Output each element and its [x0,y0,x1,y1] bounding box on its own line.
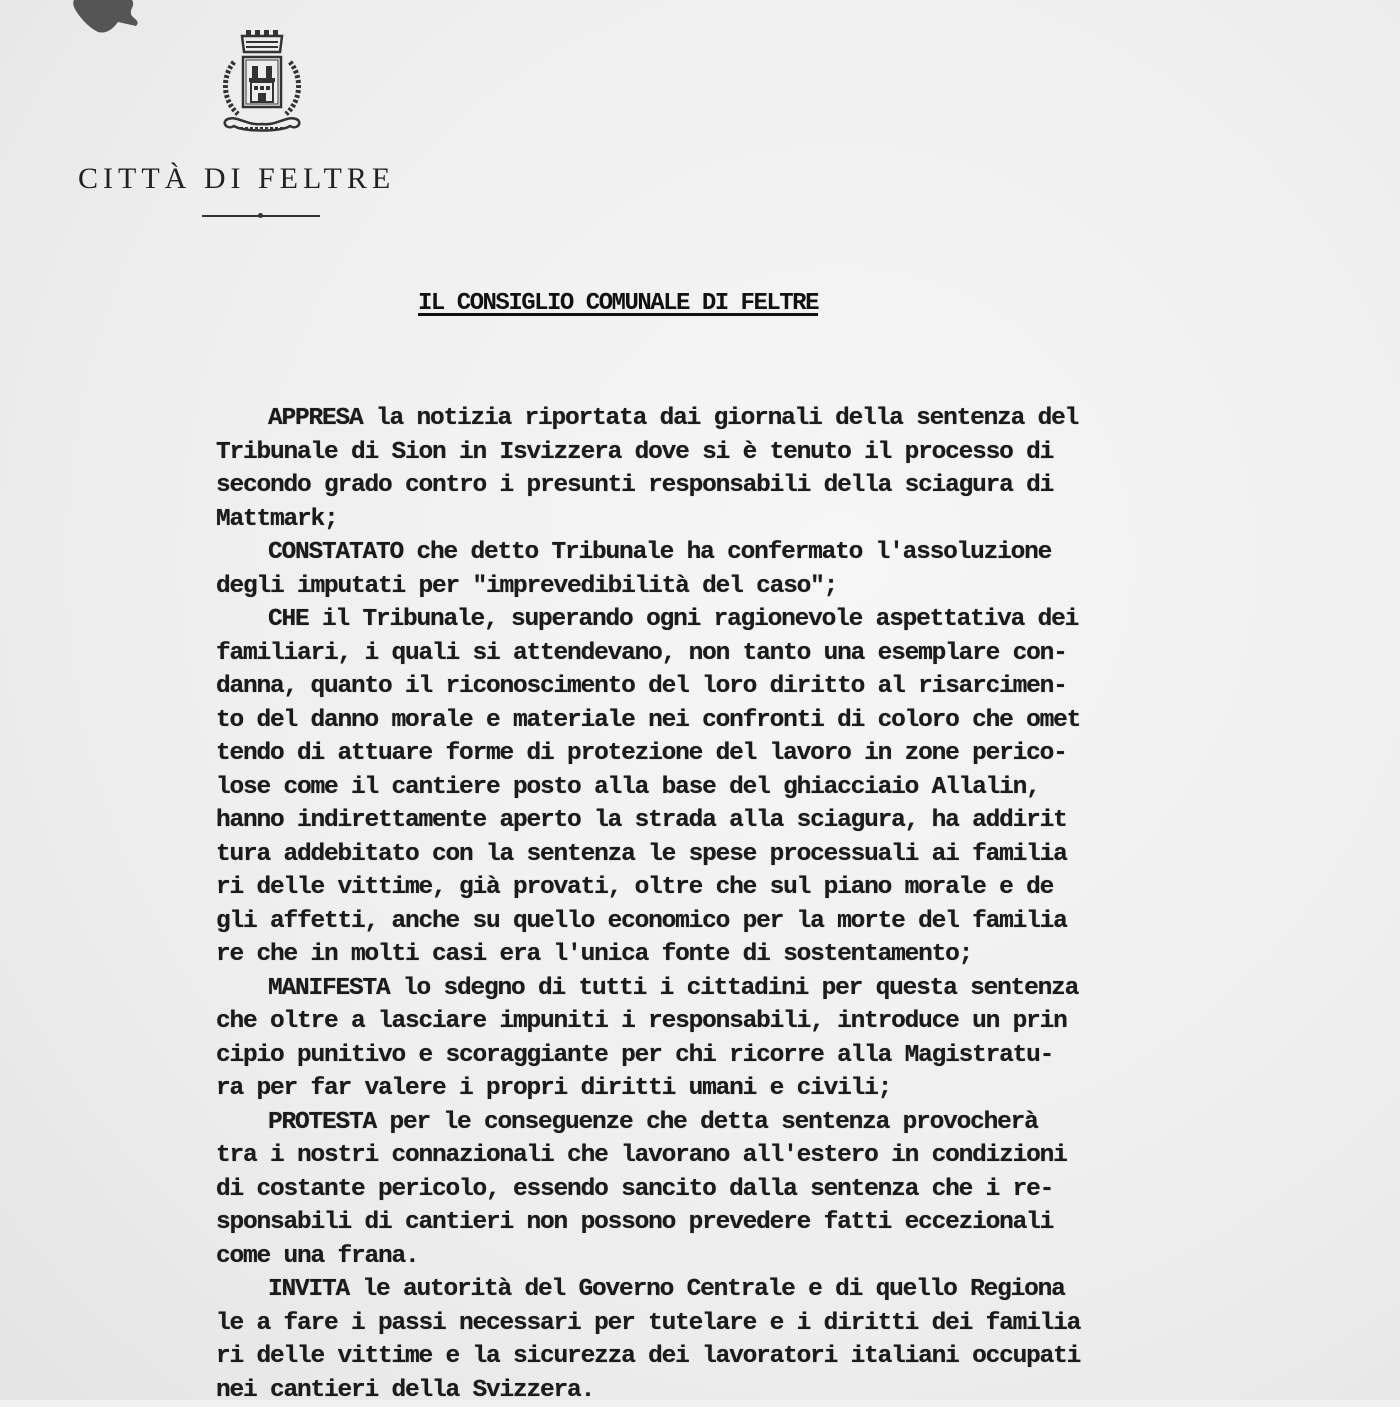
text-line: CONSTATATO che detto Tribunale ha confermato l'assoluzione [216,536,1326,570]
text-line: danna, quanto il riconoscimento del loro diritto al risarcimen- [216,670,1326,704]
text-line: tra i nostri connazionali che lavorano all'estero in condizioni [216,1139,1326,1173]
text-line: nei cantieri della Svizzera. [216,1374,1326,1407]
text-line: di costante pericolo, essendo sancito dalla sentenza che i re- [216,1173,1326,1207]
document-body [216,402,1326,1407]
text-line: INVITA le autorità del Governo Centrale e di quello Regiona [216,1273,1326,1307]
text-line: cipio punitivo e scoraggiante per chi ricorre alla Magistratu- [216,1039,1326,1073]
text-line: lose come il cantiere posto alla base del ghiacciaio Allalin, [216,771,1326,805]
text-line: familiari, i quali si attendevano, non tanto una esemplare con- [216,637,1326,671]
text-line: APPRESA la notizia riportata dai giornali della sentenza del [216,402,1326,436]
ink-stain [70,0,160,36]
document-title: IL CONSIGLIO COMUNALE DI FELTRE [418,290,818,317]
text-line: degli imputati per "imprevedibilità del caso"; [216,570,1326,604]
text-line: secondo grado contro i presunti responsabili della sciagura di [216,469,1326,503]
text-line: come una frana. [216,1240,1326,1274]
text-line: Mattmark; [216,503,1326,537]
text-line: re che in molti casi era l'unica fonte di sostentamento; [216,938,1326,972]
text-line: tendo di attuare forme di protezione del lavoro in zone perico- [216,737,1326,771]
coat-of-arms-icon [216,28,308,140]
text-line: to del danno morale e materiale nei confronti di coloro che omet [216,704,1326,738]
text-line: gli affetti, anche su quello economico per la morte del familia [216,905,1326,939]
text-line: che oltre a lasciare impuniti i responsabili, introduce un prin [216,1005,1326,1039]
text-line: PROTESTA per le conseguenze che detta sentenza provocherà [216,1106,1326,1140]
text-line: ri delle vittime, già provati, oltre che sul piano morale e de [216,871,1326,905]
text-line: MANIFESTA lo sdegno di tutti i cittadini per questa sentenza [216,972,1326,1006]
text-line: CHE il Tribunale, superando ogni ragionevole aspettativa dei [216,603,1326,637]
text-line: sponsabili di cantieri non possono prevedere fatti eccezionali [216,1206,1326,1240]
text-line: Tribunale di Sion in Isvizzera dove si è tenuto il processo di [216,436,1326,470]
text-line: ri delle vittime e la sicurezza dei lavoratori italiani occupati [216,1340,1326,1374]
text-line: hanno indirettamente aperto la strada alla sciagura, ha addirit [216,804,1326,838]
text-line: tura addebitato con la sentenza le spese processuali ai familia [216,838,1326,872]
letterhead-divider [202,215,320,217]
text-line: ra per far valere i propri diritti umani e civili; [216,1072,1326,1106]
letterhead-city-name: CITTÀ DI FELTRE [78,162,395,196]
text-line: le a fare i passi necessari per tutelare e i diritti dei familia [216,1307,1326,1341]
